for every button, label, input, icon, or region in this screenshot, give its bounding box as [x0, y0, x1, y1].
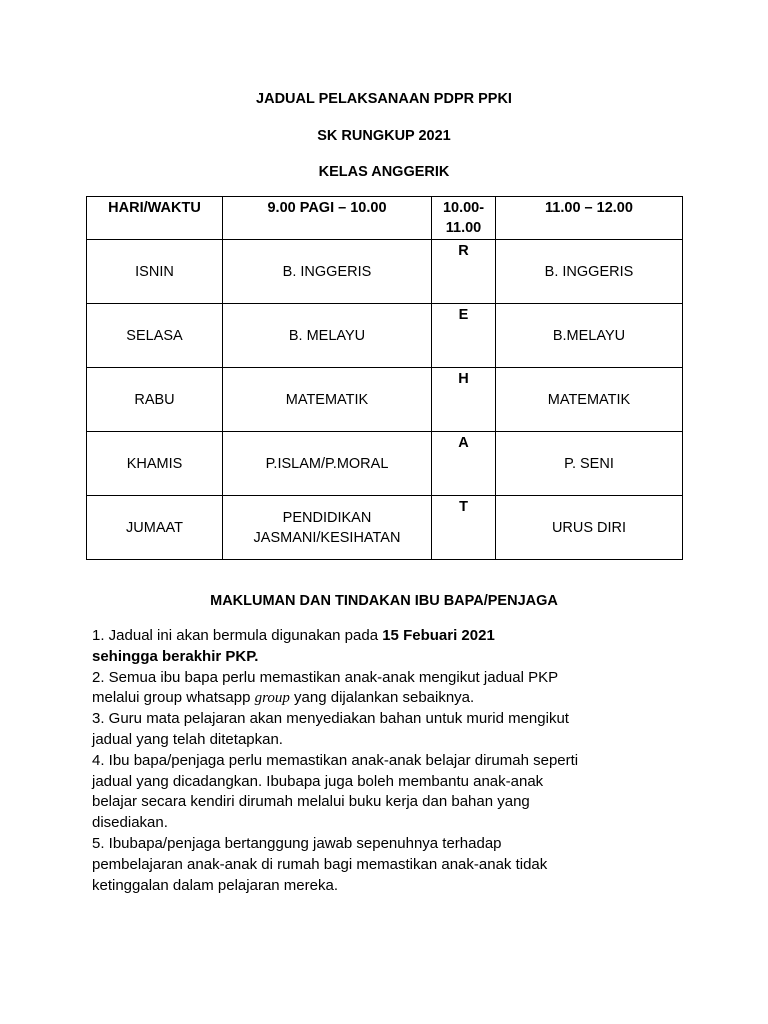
- notice-item-2-text: 2. Semua ibu bapa perlu memastikan anak-anak mengikut jadual PKP melalui group whatsapp: [92, 668, 558, 707]
- slot1-cell: MATEMATIK: [223, 368, 432, 432]
- end-condition: sehingga berakhir PKP.: [92, 647, 259, 665]
- slot1-cell: P.ISLAM/P.MORAL: [223, 432, 432, 496]
- break-letter-cell: T: [432, 496, 496, 560]
- class-name: KELAS ANGGERIK: [318, 164, 450, 180]
- notice-item-1: [92, 626, 592, 668]
- notice-heading: MAKLUMAN DAN TINDAKAN IBU BAPA/PENJAGA: [210, 593, 558, 609]
- day-cell: JUMAAT: [87, 496, 223, 560]
- slot2-cell: MATEMATIK: [496, 368, 683, 432]
- slot2-cell: B. INGGERIS: [496, 240, 683, 304]
- day-cell: ISNIN: [87, 240, 223, 304]
- slot1-cell: B. MELAYU: [223, 304, 432, 368]
- slot1-cell: B. INGGERIS: [223, 240, 432, 304]
- table-row: [87, 432, 683, 496]
- header-slot-2: 11.00 – 12.00: [496, 197, 683, 240]
- break-letter-cell: H: [432, 368, 496, 432]
- break-letter-cell: A: [432, 432, 496, 496]
- slot1-cell: PENDIDIKAN JASMANI/KESIHATAN: [223, 496, 432, 560]
- table-row: [87, 304, 683, 368]
- slot2-cell: P. SENI: [496, 432, 683, 496]
- header-break: 10.00- 11.00: [432, 197, 496, 240]
- notice-item-4: 4. Ibu bapa/penjaga perlu memastikan anak-anak belajar dirumah seperti jadual yang dicadangkan. Ibubapa juga boleh membantu anak-anak belajar secara kendiri dirumah melalui buku kerja dan bahan yang disediakan.: [92, 751, 579, 832]
- day-cell: SELASA: [87, 304, 223, 368]
- school-name: SK RUNGKUP 2021: [317, 128, 451, 144]
- table-row: [87, 240, 683, 304]
- day-cell: KHAMIS: [87, 432, 223, 496]
- notice-item-5: 5. Ibubapa/penjaga bertanggung jawab sepenuhnya terhadap pembelajaran anak-anak di rumah bagi memastikan anak-anak tidak ketinggalan dalam pelajaran mereka.: [92, 834, 548, 894]
- notice-item-1-text: 1. Jadual ini akan bermula digunakan pada: [92, 627, 383, 644]
- document-title: JADUAL PELAKSANAAN PDPR PPKI: [256, 91, 512, 107]
- schedule-table: [86, 196, 683, 560]
- start-date: 15 Febuari 2021: [382, 627, 495, 644]
- break-letter-cell: E: [432, 304, 496, 368]
- notice-body: [92, 626, 592, 896]
- slot2-cell: B.MELAYU: [496, 304, 683, 368]
- header-slot-1: 9.00 PAGI – 10.00: [223, 197, 432, 240]
- notice-item-3: 3. Guru mata pelajaran akan menyediakan bahan untuk murid mengikut jadual yang telah ditetapkan.: [92, 710, 569, 748]
- header-day-time: HARI/WAKTU: [87, 197, 223, 240]
- table-row: [87, 496, 683, 560]
- notice-item-2-group: group: [254, 690, 290, 707]
- table-row: [87, 368, 683, 432]
- notice-item-2: [92, 668, 592, 710]
- table-header-row: [87, 197, 683, 240]
- break-letter-cell: R: [432, 240, 496, 304]
- notice-item-2-end: yang dijalankan sebaiknya.: [289, 689, 475, 707]
- slot2-cell: URUS DIRI: [496, 496, 683, 560]
- day-cell: RABU: [87, 368, 223, 432]
